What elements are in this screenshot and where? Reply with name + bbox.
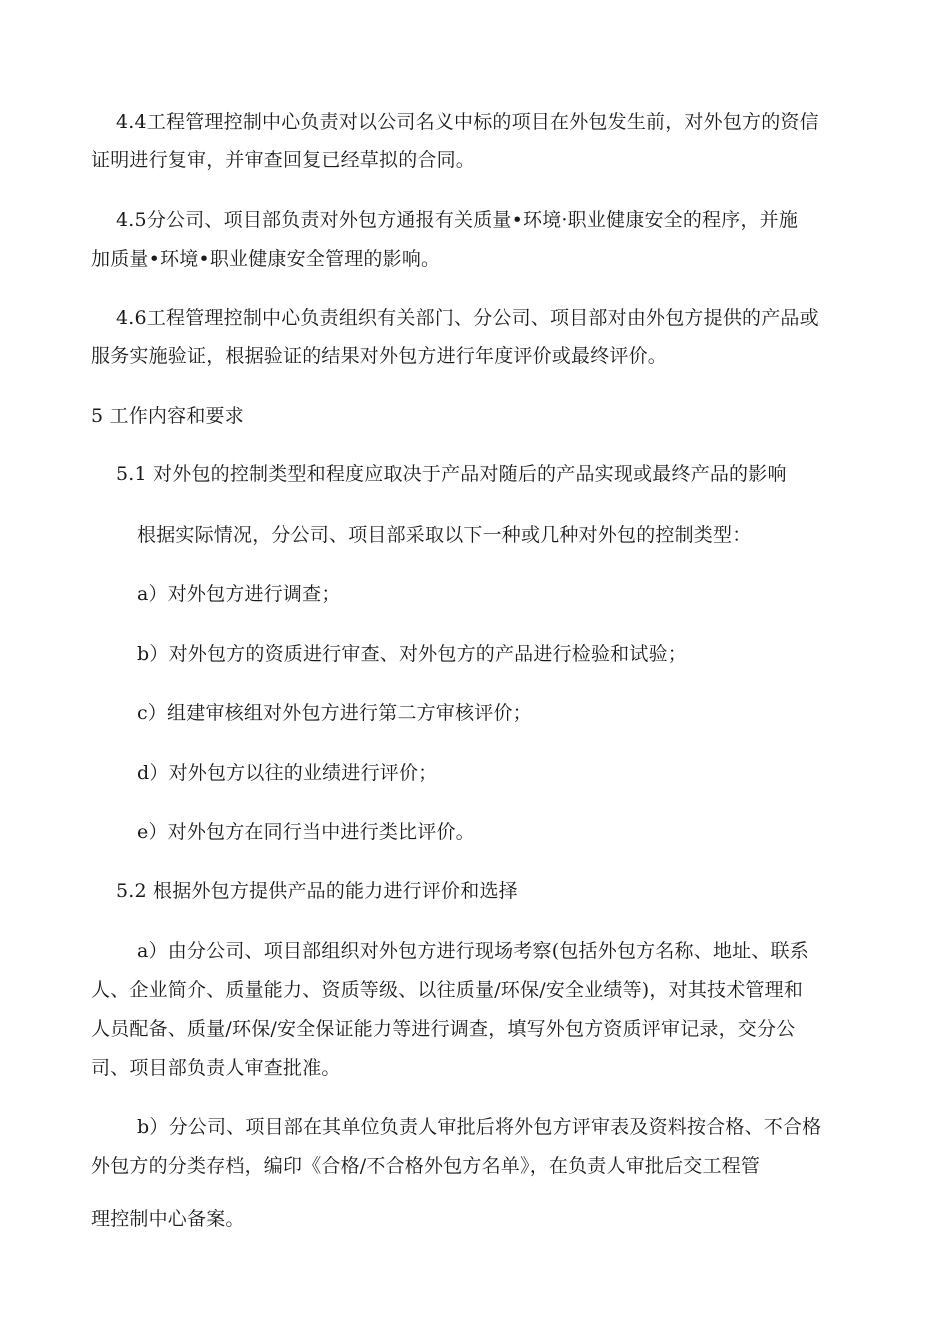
section-5-1-heading: 5.1 对外包的控制类型和程度应取决于产品对随后的产品实现或最终产品的影响 xyxy=(116,463,787,485)
section-5-2-b-line-3: 理控制中心备案。 xyxy=(91,1208,245,1230)
section-5-2-a-line-4: 司、项目部负责人审查批准。 xyxy=(91,1057,341,1079)
section-4-4-line-2: 证明进行复审，并审查回复已经草拟的合同。 xyxy=(91,149,476,171)
section-5-2-b-line-1: b）分公司、项目部在其单位负责人审批后将外包方评审表及资料按合格、不合格 xyxy=(137,1116,822,1138)
section-5-1-intro: 根据实际情况，分公司、项目部采取以下一种或几种对外包的控制类型： xyxy=(137,524,752,546)
section-5-heading: 5 工作内容和要求 xyxy=(91,405,244,427)
section-4-5-line-1: 4.5分公司、项目部负责对外包方通报有关质量•环境·职业健康安全的程序，并施 xyxy=(116,209,799,231)
list-item-a: a）对外包方进行调查； xyxy=(137,583,341,605)
section-5-2-b-line-2: 外包方的分类存档，编印《合格/不合格外包方名单》，在负责人审批后交工程管 xyxy=(91,1155,761,1177)
section-5-2-heading: 5.2 根据外包方提供产品的能力进行评价和选择 xyxy=(116,880,518,902)
section-5-2-a-line-1: a）由分公司、项目部组织对外包方进行现场考察(包括外包方名称、地址、联系 xyxy=(137,940,809,962)
section-5-2-a-line-3: 人员配备、质量/环保/安全保证能力等进行调查，填写外包方资质评审记录，交分公 xyxy=(91,1018,796,1040)
list-item-e: e）对外包方在同行当中进行类比评价。 xyxy=(137,821,475,843)
list-item-d: d）对外包方以往的业绩进行评价； xyxy=(137,762,438,784)
section-4-5-line-2: 加质量•环境•职业健康安全管理的影响。 xyxy=(91,248,441,270)
section-4-4-line-1: 4.4工程管理控制中心负责对以公司名义中标的项目在外包发生前，对外包方的资信 xyxy=(116,111,819,133)
section-4-6-line-1: 4.6工程管理控制中心负责组织有关部门、分公司、项目部对由外包方提供的产品或 xyxy=(116,307,819,329)
list-item-b: b）对外包方的资质进行审查、对外包方的产品进行检验和试验； xyxy=(137,643,687,665)
section-4-6-line-2: 服务实施验证，根据验证的结果对外包方进行年度评价或最终评价。 xyxy=(91,345,668,367)
list-item-c: c）组建审核组对外包方进行第二方审核评价； xyxy=(137,702,532,724)
section-5-2-a-line-2: 人、企业简介、质量能力、资质等级、以往质量/环保/安全业绩等)，对其技术管理和 xyxy=(91,979,804,1001)
